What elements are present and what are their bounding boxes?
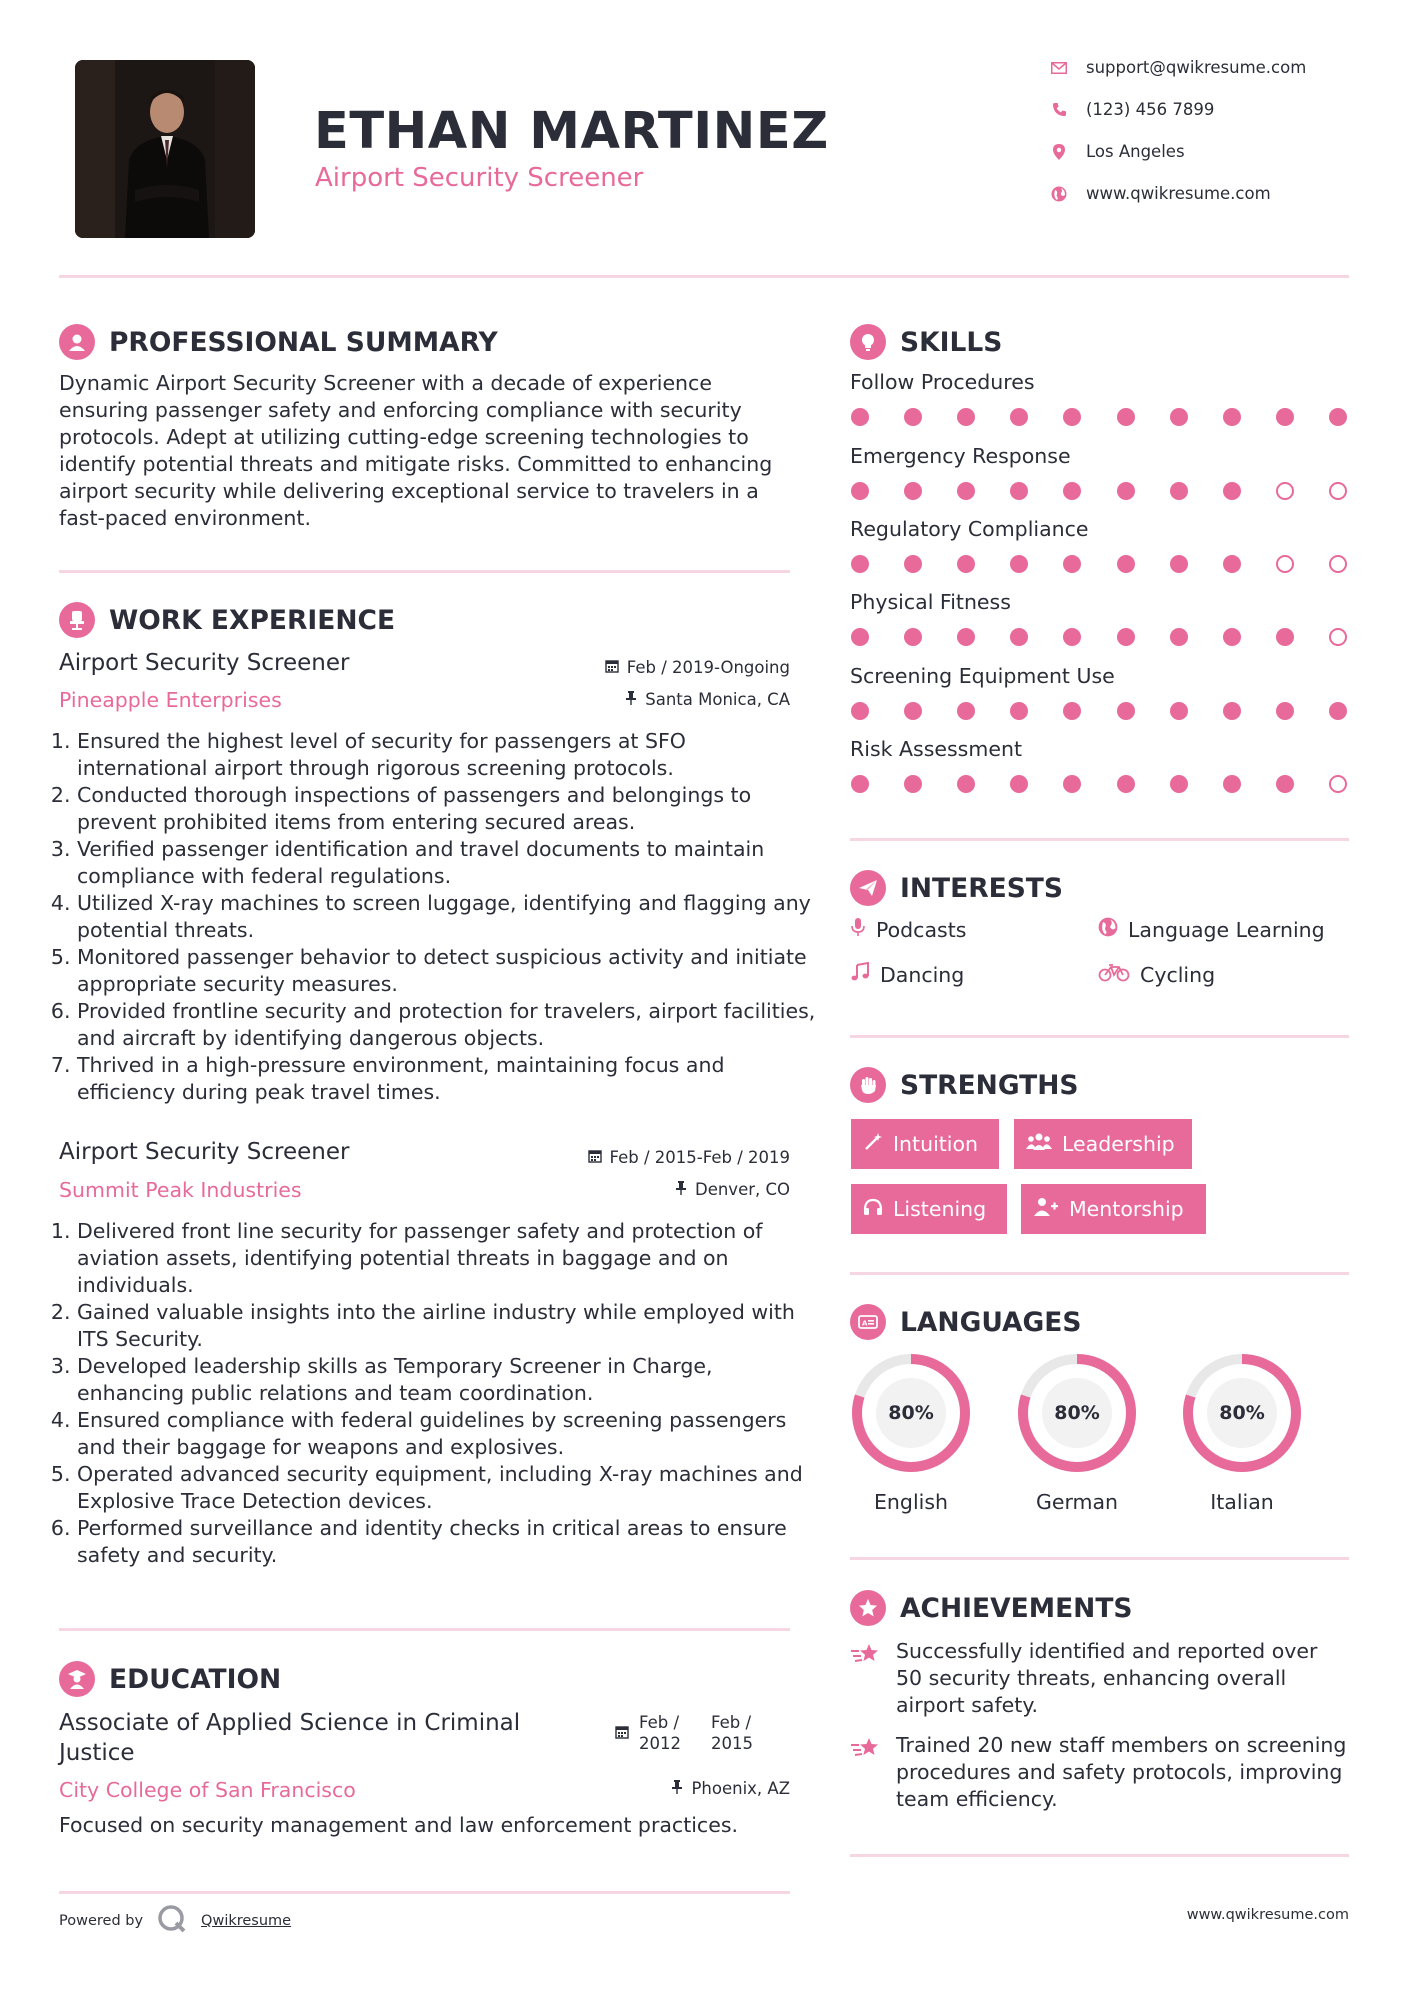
language-percent: 80% (888, 1402, 934, 1424)
skill-dot-filled (1010, 775, 1028, 793)
star-badge-icon (850, 1590, 886, 1626)
list-item: 2. Gained valuable insights into the airline industry while employed with ITS Security. (77, 1299, 817, 1353)
job-2-bullets (57, 1218, 817, 1569)
skill-dot-filled (957, 408, 975, 426)
summary-heading-text: PROFESSIONAL SUMMARY (109, 326, 498, 358)
candidate-name: ETHAN MARTINEZ (314, 102, 829, 161)
skill-rating (851, 702, 1347, 720)
skill-dot-filled (1276, 408, 1294, 426)
skills-heading (850, 324, 1002, 360)
skill-dot-filled (904, 408, 922, 426)
skill-label: Physical Fitness (850, 590, 1011, 614)
skill-dot-filled (904, 482, 922, 500)
strength-label: Listening (893, 1197, 987, 1221)
skill-dot-filled (1223, 482, 1241, 500)
skill-dot-filled (1063, 482, 1081, 500)
calendar-icon (605, 658, 619, 677)
contact-location (1050, 142, 1185, 161)
list-item: 6. Performed surveillance and identity checks in critical areas to ensure safety and security. (77, 1515, 817, 1569)
contact-website-text: www.qwikresume.com (1086, 184, 1271, 203)
pushpin-icon (671, 1779, 683, 1798)
skill-dot-filled (1223, 628, 1241, 646)
education-location-text: Phoenix, AZ (691, 1779, 790, 1798)
contact-phone-text: (123) 456 7899 (1086, 100, 1215, 119)
fist-icon (850, 1067, 886, 1103)
pushpin-icon (675, 1180, 687, 1199)
strengths-heading-text: STRENGTHS (900, 1069, 1079, 1101)
interests-heading-text: INTERESTS (900, 872, 1063, 904)
summary-text: Dynamic Airport Security Screener with a decade of experience ensuring passenger safety and enforcing compliance with security protocols. Adept at utilizing cutting-edge screening technologies to identify potential threats and mitigate risks. Committed to enhancing airport security while delivering exceptional service to travelers in a fast-paced environment. (59, 371, 773, 530)
skill-dot-filled (1063, 702, 1081, 720)
language-donut (850, 1352, 972, 1474)
interest-item (1098, 962, 1215, 987)
achievements-heading (850, 1590, 1133, 1626)
skill-dot-filled (1329, 702, 1347, 720)
powered-by-text: Powered by (59, 1913, 144, 1929)
skill-dot-filled (1276, 628, 1294, 646)
skill-dot-filled (1329, 408, 1347, 426)
skill-label: Regulatory Compliance (850, 517, 1089, 541)
skill-dot-filled (1170, 775, 1188, 793)
qwikresume-logo-icon (157, 1904, 187, 1938)
list-item: 5. Monitored passenger behavior to detect suspicious activity and initiate appropriate security measures. (77, 944, 817, 998)
skill-dot-empty (1329, 482, 1347, 500)
strengths-divider (850, 1272, 1349, 1275)
job-2-company: Summit Peak Industries (59, 1178, 302, 1202)
job-1-bullets (57, 728, 817, 1106)
achievement-text: Trained 20 new staff members on screening procedures and safety protocols, improving team efficiency. (896, 1733, 1347, 1811)
strength-tag (851, 1119, 999, 1169)
language-item (1181, 1352, 1303, 1514)
language-label: Italian (1210, 1490, 1274, 1514)
job-2-location (675, 1180, 790, 1199)
skill-rating (851, 775, 1347, 793)
education-heading-text: EDUCATION (109, 1663, 282, 1695)
skill-dot-filled (1010, 555, 1028, 573)
job-2-title: Airport Security Screener (59, 1139, 350, 1165)
skill-label: Follow Procedures (850, 370, 1035, 394)
shooting-star-icon (850, 1641, 882, 1719)
strength-tag (851, 1184, 1007, 1234)
education-description: Focused on security management and law enforcement practices. (59, 1813, 739, 1837)
skill-dot-filled (1010, 482, 1028, 500)
user-circle-icon (59, 324, 95, 360)
skill-dot-empty (1329, 555, 1347, 573)
language-donut (1016, 1352, 1138, 1474)
education-date-end: Feb / 2015 (711, 1713, 753, 1753)
skill-dot-filled (904, 775, 922, 793)
language-donut (1181, 1352, 1303, 1474)
skills-heading-text: SKILLS (900, 326, 1003, 358)
skill-label: Screening Equipment Use (850, 664, 1115, 688)
skill-dot-filled (1063, 408, 1081, 426)
languages-heading-text: LANGUAGES (900, 1306, 1082, 1338)
skill-dot-filled (851, 555, 869, 573)
envelope-icon (1050, 59, 1068, 77)
list-item: 1. Delivered front line security for passenger safety and protection of aviation assets, identifying potential threats in baggage and on individuals. (77, 1218, 817, 1299)
skill-dot-filled (957, 482, 975, 500)
skill-dot-filled (851, 628, 869, 646)
skill-dot-filled (1223, 408, 1241, 426)
footer-powered-by (59, 1904, 291, 1938)
globe-icon (1050, 185, 1068, 203)
skill-dot-filled (1117, 628, 1135, 646)
footer-site[interactable]: www.qwikresume.com (1186, 1907, 1349, 1923)
skill-dot-filled (1170, 628, 1188, 646)
summary-heading (59, 324, 498, 360)
skill-dot-filled (1117, 482, 1135, 500)
education-divider (59, 1891, 790, 1894)
skill-dot-filled (851, 482, 869, 500)
skill-label: Risk Assessment (850, 737, 1022, 761)
music-note-icon (850, 962, 870, 987)
skill-dot-filled (957, 702, 975, 720)
skill-dot-filled (1223, 555, 1241, 573)
skill-dot-filled (1170, 482, 1188, 500)
contact-location-text: Los Angeles (1086, 142, 1185, 161)
graduate-icon (59, 1661, 95, 1697)
job-1-date-text: Feb / 2019-Ongoing (626, 658, 790, 677)
skill-dot-empty (1276, 482, 1294, 500)
candidate-title: Airport Security Screener (315, 163, 644, 193)
skill-label: Emergency Response (850, 444, 1071, 468)
job-1-title: Airport Security Screener (59, 650, 350, 676)
strength-label: Intuition (893, 1132, 979, 1156)
skill-rating (851, 408, 1347, 426)
language-percent: 80% (1219, 1402, 1265, 1424)
list-item: 2. Conducted thorough inspections of passengers and belongings to prevent prohibited items from entering secured areas. (77, 782, 817, 836)
skill-dot-filled (851, 775, 869, 793)
interest-label: Language Learning (1128, 917, 1325, 942)
skill-dot-filled (1063, 775, 1081, 793)
language-percent: 80% (1054, 1402, 1100, 1424)
profile-photo (75, 60, 255, 238)
pushpin-icon (625, 690, 637, 709)
lightbulb-icon (850, 324, 886, 360)
job-1-location-text: Santa Monica, CA (645, 690, 790, 709)
language-card-icon (850, 1304, 886, 1340)
contact-website[interactable] (1050, 184, 1271, 203)
interest-label: Cycling (1140, 962, 1216, 987)
skill-dot-filled (1170, 555, 1188, 573)
job-2-date-text: Feb / 2015-Feb / 2019 (609, 1148, 790, 1167)
skill-dot-filled (1117, 408, 1135, 426)
education-date-start: Feb / 2012 (639, 1713, 681, 1753)
microphone-icon (850, 917, 866, 942)
skill-dot-filled (1170, 408, 1188, 426)
header-divider (59, 275, 1349, 278)
experience-divider (59, 1628, 790, 1631)
list-item: 7. Thrived in a high-pressure environment, maintaining focus and efficiency during peak travel times. (77, 1052, 817, 1106)
globe-icon (1098, 917, 1118, 942)
skill-dot-filled (957, 628, 975, 646)
languages-heading (850, 1304, 1081, 1340)
languages-divider (850, 1557, 1349, 1560)
job-1-date (605, 658, 790, 677)
list-item: 4. Ensured compliance with federal guidelines by screening passengers and their baggage for weapons and explosives. (77, 1407, 817, 1461)
list-item: 5. Operated advanced security equipment, including X-ray machines and Explosive Trace Detection devices. (77, 1461, 817, 1515)
skill-dot-filled (1117, 555, 1135, 573)
user-plus-icon (1033, 1197, 1059, 1222)
skill-dot-filled (1117, 702, 1135, 720)
interest-item (1098, 917, 1325, 942)
education-school: City College of San Francisco (59, 1778, 356, 1802)
education-date (615, 1712, 763, 1754)
skill-dot-empty (1329, 775, 1347, 793)
strength-label: Leadership (1062, 1132, 1175, 1156)
bicycle-icon (1098, 962, 1130, 987)
interest-item (850, 962, 964, 987)
interest-label: Dancing (880, 962, 965, 987)
contact-email-text: support@qwikresume.com (1086, 58, 1307, 77)
skill-dot-filled (904, 702, 922, 720)
interest-label: Podcasts (876, 917, 967, 942)
svg-text:A: A (862, 1319, 868, 1328)
interest-item (850, 917, 966, 942)
achievement-item (850, 1638, 1350, 1719)
summary-divider (59, 570, 790, 573)
skill-rating (851, 628, 1347, 646)
skill-dot-filled (904, 555, 922, 573)
language-label: English (873, 1490, 949, 1514)
list-item: 3. Developed leadership skills as Temporary Screener in Charge, enhancing public relations and team coordination. (77, 1353, 817, 1407)
skill-dot-filled (1010, 628, 1028, 646)
paper-plane-icon (850, 870, 886, 906)
strength-label: Mentorship (1069, 1197, 1184, 1221)
skill-dot-filled (957, 555, 975, 573)
skill-dot-empty (1329, 628, 1347, 646)
achievements-heading-text: ACHIEVEMENTS (900, 1592, 1133, 1624)
skill-dot-filled (1010, 702, 1028, 720)
strength-tag (1021, 1184, 1206, 1234)
skill-rating (851, 482, 1347, 500)
skill-dot-filled (851, 408, 869, 426)
language-item (1016, 1352, 1138, 1514)
language-item (850, 1352, 972, 1514)
qwikresume-link[interactable]: Qwikresume (201, 1913, 292, 1929)
shooting-star-icon (850, 1735, 882, 1813)
magic-wand-icon (863, 1132, 883, 1157)
job-1-company: Pineapple Enterprises (59, 688, 282, 712)
job-1-location (625, 690, 790, 709)
language-label: German (1035, 1490, 1119, 1514)
calendar-icon (615, 1723, 629, 1744)
list-item: 4. Utilized X-ray machines to screen luggage, identifying and flagging any potential threats. (77, 890, 817, 944)
headphones-icon (863, 1197, 883, 1222)
skill-rating (851, 555, 1347, 573)
skill-dot-empty (1276, 555, 1294, 573)
skill-dot-filled (1223, 702, 1241, 720)
calendar-icon (588, 1148, 602, 1167)
interests-divider (850, 1035, 1349, 1038)
achievement-text: Successfully identified and reported over 50 security threats, enhancing overall airport safety. (896, 1639, 1318, 1717)
job-2-location-text: Denver, CO (694, 1180, 790, 1199)
skill-dot-filled (1276, 702, 1294, 720)
list-item: 6. Provided frontline security and protection for travelers, airport facilities, and aircraft by identifying dangerous objects. (77, 998, 817, 1052)
skill-dot-filled (1063, 555, 1081, 573)
skill-dot-filled (1010, 408, 1028, 426)
skill-dot-filled (1170, 702, 1188, 720)
list-item: 3. Verified passenger identification and travel documents to maintain compliance with federal regulations. (77, 836, 817, 890)
phone-icon (1050, 101, 1068, 119)
skill-dot-filled (1063, 628, 1081, 646)
skill-dot-filled (1223, 775, 1241, 793)
experience-heading-text: WORK EXPERIENCE (109, 604, 396, 636)
skill-dot-filled (957, 775, 975, 793)
strengths-heading (850, 1067, 1078, 1103)
job-2-date (588, 1148, 790, 1167)
education-location (671, 1779, 790, 1798)
skill-dot-filled (1117, 775, 1135, 793)
skill-dot-filled (1276, 775, 1294, 793)
skills-divider (850, 838, 1349, 841)
education-heading (59, 1661, 281, 1697)
strength-tag (1014, 1119, 1192, 1169)
achievement-item (850, 1732, 1350, 1813)
experience-heading (59, 602, 395, 638)
map-pin-icon (1050, 143, 1068, 161)
skill-dot-filled (851, 702, 869, 720)
skill-dot-filled (904, 628, 922, 646)
interests-heading (850, 870, 1063, 906)
contact-phone[interactable] (1050, 100, 1214, 119)
education-degree: Associate of Applied Science in Criminal Justice (59, 1710, 521, 1766)
group-icon (1026, 1132, 1052, 1157)
list-item: 1. Ensured the highest level of security for passengers at SFO international airport through rigorous screening protocols. (77, 728, 817, 782)
chair-icon (59, 602, 95, 638)
achievements-divider (850, 1854, 1349, 1857)
contact-email[interactable] (1050, 58, 1306, 77)
